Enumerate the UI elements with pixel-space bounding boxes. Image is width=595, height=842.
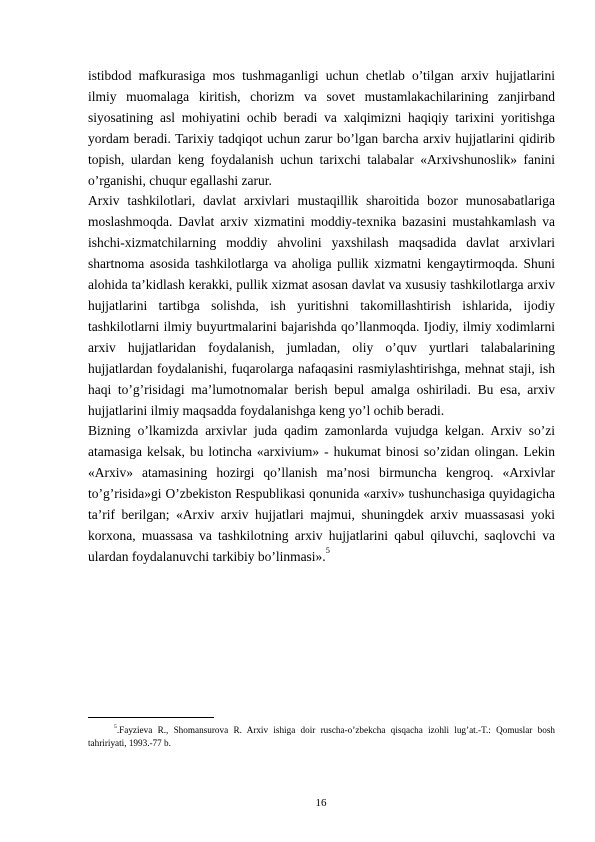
footnote-reference: 5: [325, 546, 330, 556]
paragraph-3-text: Bizning o’lkamizda arxivlar juda qadim zamonlarda vujudga kelgan. Arxiv so’zi atamasiga kelsak, bu lotincha «arxivium» - hukumat binosi so’zidan olingan. Lekin «Arxiv» atamasining hozirgi qo’llanish ma’nosi birmuncha kengroq. «Arxivlar to’g’risida»gi O’zbekiston Respublikasi qonunida «arxiv» tushunchasiga quyidagicha ta’rif berilgan; «Arxiv arxiv hujjatlari majmui, shuningdek arxiv muassasasi yoki korxona, muassasa va tashkilotning arxiv hujjatlarini qabul qiluvchi, saqlovchi va ulardan foydalanuvchi tarkibiy bo’linmasi».: [88, 423, 555, 564]
page-number: 16: [315, 797, 327, 809]
paragraph-1: istibdod mafkurasiga mos tushmaganligi uchun chetlab o’tilgan arxiv hujjatlarini ilmiy muomalaga kiritish, chorizm va sovet mustamlakachilarining zanjirband siyosatining asl mohiyatini ochib beradi va xalqimizni haqiqiy tarixini yoritishga yordam beradi. Tarixiy tadqiqot uchun zarur bo’lgan barcha arxiv hujjatlarini qidirib topish, ulardan keng foydalanish uchun tarixchi talabalar «Arxivshunoslik» fanini o’rganishi, chuqur egallashi zarur.: [88, 68, 555, 188]
paragraph-2: Arxiv tashkilotlari, davlat arxivlari mustaqillik sharoitida bozor munosabatlariga moslashmoqda. Davlat arxiv xizmatini moddiy-texnika bazasini mustahkamlash va ishchi-xizmatchilarning moddiy ahvolini yaxshilash maqsadida davlat arxivlari shartnoma asosida tashkilotlarga va aholiga pullik xizmatni kengaytirmoqda. Shuni alohida ta’kidlash kerakki, pullik xizmat asosan davlat va xususiy tashkilotlarga arxiv hujjatlarini tartibga solishda, ish yuritishni takomillashtirish ishlarida, ijodiy tashkilotlarni ilmiy buyurtmalarini bajarishda qo’llanmoqda. Ijodiy, ilmiy xodimlarni arxiv hujjatlaridan foydalanish, jumladan, oliy o’quv yurtlari talabalarining hujjatlardan foydalanishi, fuqarolarga nafaqasini rasmiylashtirishga, mehnat staji, ish haqi to’g’risidagi ma’lumotnomalar berish bepul amalga oshiriladi. Bu esa, arxiv hujjatlarini ilmiy maqsadda foydalanishga keng yo’l ochib beradi.: [88, 193, 555, 418]
body-text: [88, 66, 555, 568]
footnote-text: .Fayzieva R., Shomansurova R. Arxiv ishiga doir ruscha-o’zbekcha qisqacha izohli lug’at.-T.: Qomuslar bosh tahririyati, 1993.-77 b.: [88, 725, 555, 748]
footnote: [88, 724, 555, 750]
paragraph-3: [88, 421, 555, 567]
footnote-marker: 5: [114, 723, 117, 730]
footnote-separator: [88, 717, 214, 718]
